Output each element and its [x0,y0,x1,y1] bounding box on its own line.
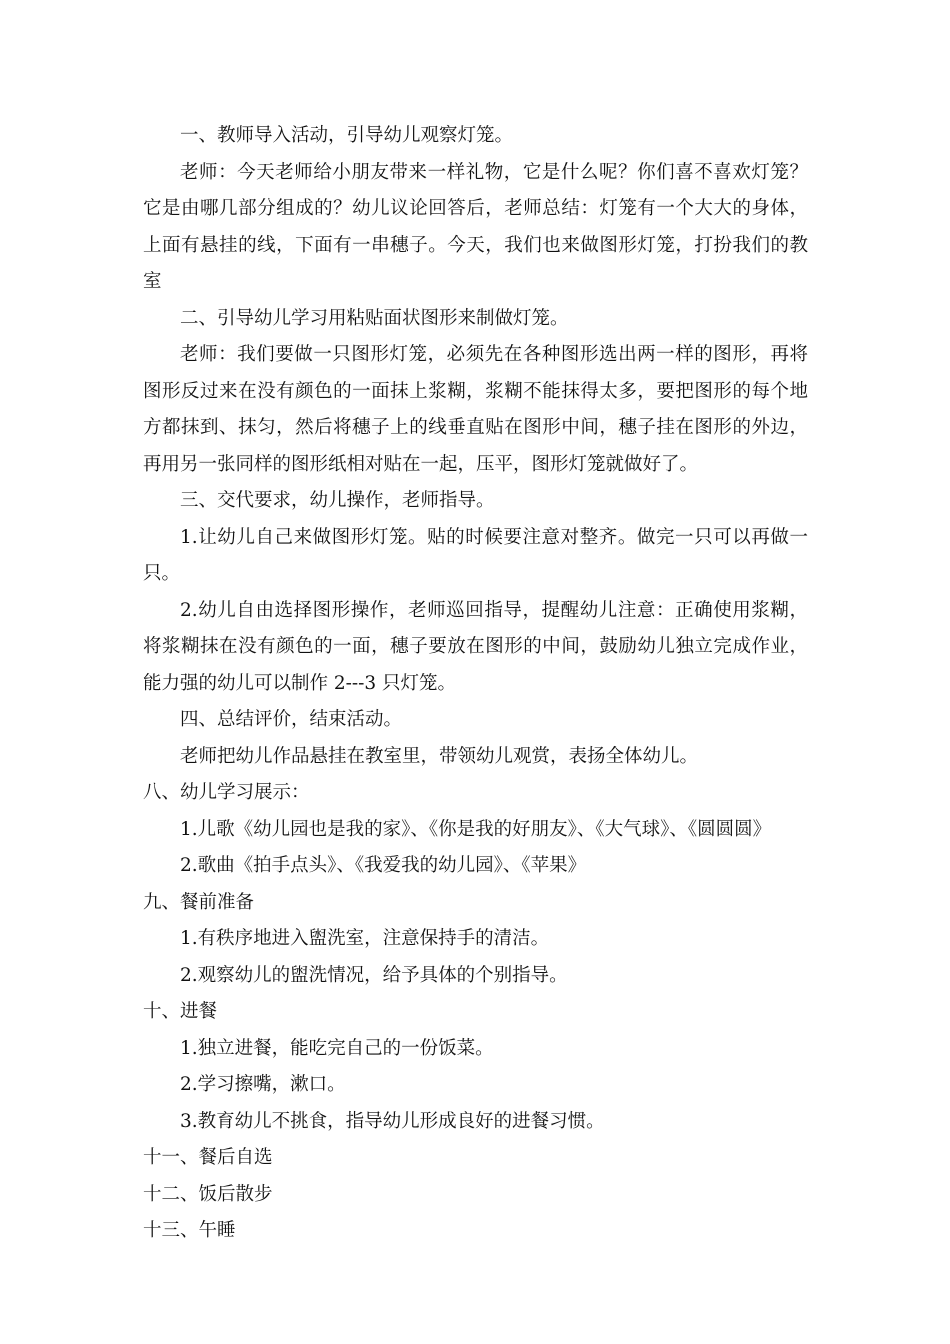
list-item-no-picky-eating: 3.教育幼儿不挑食，指导幼儿形成良好的进餐习惯。 [180,1110,605,1132]
paragraph-section-four-heading: 四、总结评价，结束活动。 [180,709,403,730]
paragraph-step-one: 1.让幼儿自己来做图形灯笼。贴的时候要注意对整齐。做完一只可以再做一只。 [143,526,808,584]
list-item-wipe-mouth: 2.学习擦嘴，漱口。 [180,1074,346,1095]
document-body [143,118,808,1250]
list-item-eat-independently: 1.独立进餐，能吃完自己的一份饭菜。 [180,1037,494,1059]
paragraph-teacher-intro: 老师：今天老师给小朋友带来一样礼物，它是什么呢？你们喜不喜欢灯笼？它是由哪几部分组成的？幼儿议论回答后，老师总结：灯笼有一个大大的身体，上面有悬挂的线，下面有一串穗子。今天，我们也来做图形灯笼，打扮我们的教室 [143,161,808,292]
list-item-songs: 2.歌曲《拍手点头》、《我爱我的幼儿园》、《苹果》 [180,855,587,876]
heading-section-thirteen: 十三、午睡 [143,1220,236,1241]
heading-section-ten: 十、进餐 [143,1001,218,1022]
paragraph-section-two-heading: 二、引导幼儿学习用粘贴面状图形来制做灯笼。 [180,307,569,329]
list-item-nursery-rhymes: 1.儿歌《幼儿园也是我的家》、《你是我的好朋友》、《大气球》、《圆圆圆》 [180,818,772,840]
heading-section-twelve: 十二、饭后散步 [143,1183,273,1205]
paragraph-step-two: 2.幼儿自由选择图形操作，老师巡回指导，提醒幼儿注意：正确使用浆糊，将浆糊抹在没有颜色的一面，穗子要放在图形的中间，鼓励幼儿独立完成作业，能力强的幼儿可以制作 2---3 只灯笼。 [143,599,808,694]
paragraph-teacher-summary: 老师把幼儿作品悬挂在教室里，带领幼儿观赏，表扬全体幼儿。 [180,745,699,767]
heading-section-eight: 八、幼儿学习展示： [143,782,310,803]
paragraph-section-three-heading: 三、交代要求，幼儿操作，老师指导。 [180,490,495,511]
list-item-washroom-guidance: 2.观察幼儿的盥洗情况，给予具体的个别指导。 [180,964,568,986]
heading-section-nine: 九、餐前准备 [143,891,255,913]
paragraph-teacher-instructions: 老师：我们要做一只图形灯笼，必须先在各种图形选出两一样的图形，再将图形反过来在没有颜色的一面抹上浆糊，浆糊不能抹得太多，要把图形的每个地方都抹到、抹匀，然后将穗子上的线垂直贴在图形中间，穗子挂在图形的外边，再用另一张同样的图形纸相对贴在一起，压平，图形灯笼就做好了。 [143,344,808,475]
paragraph-section-one-heading: 一、教师导入活动，引导幼儿观察灯笼。 [180,125,514,146]
list-item-washroom-order: 1.有秩序地进入盥洗室，注意保持手的清洁。 [180,928,550,949]
heading-section-eleven: 十一、餐后自选 [143,1147,273,1168]
